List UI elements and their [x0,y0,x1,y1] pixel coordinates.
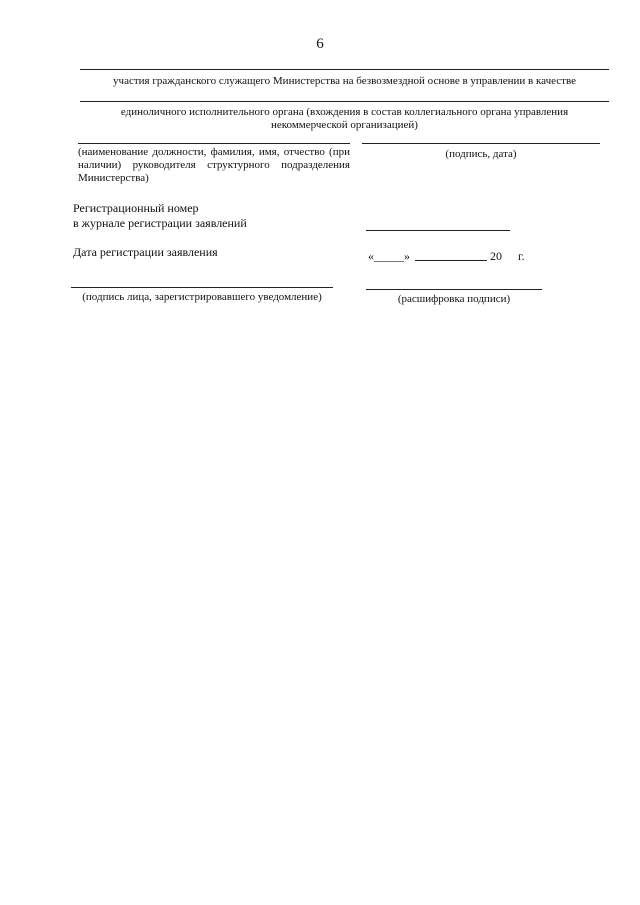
date-day-field: «_____» [368,249,410,263]
registrar-signature-line [71,287,333,288]
position-caption: (наименование должности, фамилия, имя, отчество (при наличии) руководителя структурного подразделения Министерства) [78,146,350,184]
page-number: 6 [316,36,324,52]
registrar-signature-caption: (подпись лица, зарегистрировавшего уведомление) [82,291,322,303]
notice-text-line-3: некоммерческой организацией) [271,119,418,131]
reg-number-line [366,230,510,231]
second-rule [80,101,609,102]
reg-date-label: Дата регистрации заявления [73,245,218,259]
signature-date-caption: (подпись, дата) [445,148,517,160]
top-rule [80,69,609,70]
signature-date-line [362,143,600,144]
reg-number-label-2: в журнале регистрации заявлений [73,216,247,230]
date-year-suffix: г. [518,249,525,263]
position-name-line [78,143,350,144]
date-year-prefix: 20 [490,249,502,263]
notice-text-line-2: единоличного исполнительного органа (вхождения в состав коллегиального органа управления [120,106,569,118]
notice-text-line-1: участия гражданского служащего Министерства на безвозмездной основе в управлении в качестве [113,75,576,87]
reg-number-label-1: Регистрационный номер [73,201,199,215]
signature-decoding-caption: (расшифровка подписи) [397,293,511,305]
date-month-line [415,260,487,261]
signature-decoding-line [366,289,542,290]
